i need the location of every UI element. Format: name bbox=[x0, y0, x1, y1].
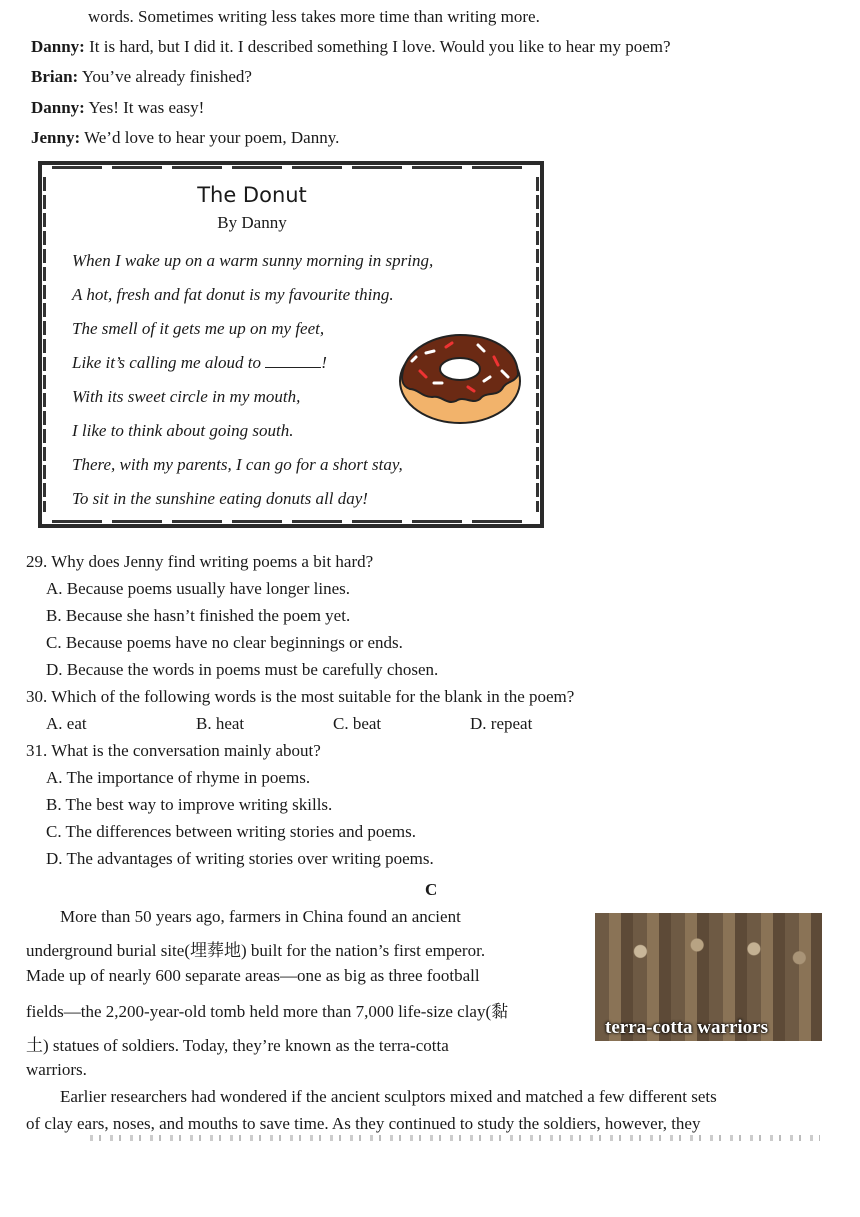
border-decoration bbox=[52, 520, 530, 523]
passage-line: underground burial site(埋葬地) built for the nation’s first emperor. bbox=[26, 941, 486, 960]
poem-line: When I wake up on a warm sunny morning in spring, bbox=[72, 251, 434, 270]
option: B. Because she hasn’t finished the poem yet. bbox=[46, 606, 351, 625]
option: B. The best way to improve writing skills. bbox=[46, 795, 333, 814]
option: A. Because poems usually have longer lines. bbox=[46, 579, 351, 598]
option: C. Because poems have no clear beginnings or ends. bbox=[46, 633, 403, 652]
passage-line: of clay ears, noses, and mouths to save time. As they continued to study the soldiers, however, they bbox=[26, 1114, 701, 1133]
poem-line: With its sweet circle in my mouth, bbox=[72, 387, 301, 406]
speech: You’ve already finished? bbox=[81, 67, 252, 86]
speaker: Jenny: bbox=[31, 128, 81, 147]
passage-line: 土) statues of soldiers. Today, they’re known as the terra-cotta bbox=[26, 1036, 449, 1055]
option: D. The advantages of writing stories over writing poems. bbox=[46, 849, 434, 868]
speech: Yes! It was easy! bbox=[88, 98, 205, 117]
option: A. eat bbox=[46, 714, 87, 733]
option: D. Because the words in poems must be carefully chosen. bbox=[46, 660, 439, 679]
poem-box bbox=[38, 161, 544, 528]
option: B. heat bbox=[196, 714, 245, 733]
question-30: 30. Which of the following words is the most suitable for the blank in the poem? bbox=[26, 687, 575, 706]
fill-in-blank bbox=[265, 353, 321, 368]
speaker: Danny: bbox=[31, 37, 85, 56]
poem-line: I like to think about going south. bbox=[72, 421, 294, 440]
poem-line: There, with my parents, I can go for a short stay, bbox=[72, 455, 403, 474]
dialogue-line-0: words. Sometimes writing less takes more time than writing more. bbox=[88, 7, 540, 26]
donut-icon bbox=[398, 331, 522, 425]
border-decoration bbox=[52, 166, 530, 169]
poem-title: The Donut bbox=[197, 183, 307, 207]
passage-line: More than 50 years ago, farmers in China found an ancient bbox=[60, 907, 461, 926]
poem-line-with-blank bbox=[72, 353, 327, 373]
poem-byline: By Danny bbox=[217, 213, 287, 232]
option: C. beat bbox=[333, 714, 382, 733]
speech: It is hard, but I did it. I described something I love. Would you like to hear my poem? bbox=[89, 37, 671, 56]
speaker: Brian: bbox=[31, 67, 79, 86]
blank-end: ! bbox=[321, 353, 327, 372]
speech: We’d love to hear your poem, Danny. bbox=[84, 128, 340, 147]
option: A. The importance of rhyme in poems. bbox=[46, 768, 311, 787]
option: C. The differences between writing stories and poems. bbox=[46, 822, 416, 841]
scan-artifact bbox=[90, 1135, 820, 1141]
dialogue-line bbox=[31, 66, 252, 88]
poem-line-text: Like it’s calling me aloud to bbox=[72, 353, 262, 372]
option: D. repeat bbox=[470, 714, 533, 733]
passage-line: Made up of nearly 600 separate areas—one as big as three football bbox=[26, 966, 480, 985]
question-31: 31. What is the conversation mainly about? bbox=[26, 741, 321, 760]
passage-line: warriors. bbox=[26, 1060, 87, 1079]
dialogue-line bbox=[31, 97, 204, 119]
dialogue-line bbox=[31, 36, 671, 58]
dialogue-line bbox=[31, 127, 339, 149]
section-heading: C bbox=[425, 880, 438, 899]
border-decoration bbox=[536, 177, 539, 512]
photo-caption: terra-cotta warriors bbox=[605, 1017, 768, 1038]
terracotta-warriors-photo bbox=[595, 913, 822, 1041]
question-29: 29. Why does Jenny find writing poems a bit hard? bbox=[26, 552, 374, 571]
poem-line: To sit in the sunshine eating donuts all day! bbox=[72, 489, 368, 508]
passage-line: Earlier researchers had wondered if the ancient sculptors mixed and matched a few different sets bbox=[60, 1087, 717, 1106]
speaker: Danny: bbox=[31, 98, 85, 117]
poem-line: A hot, fresh and fat donut is my favourite thing. bbox=[72, 285, 394, 304]
passage-line: fields—the 2,200-year-old tomb held more than 7,000 life-size clay(黏 bbox=[26, 1002, 509, 1021]
poem-line: The smell of it gets me up on my feet, bbox=[72, 319, 325, 338]
